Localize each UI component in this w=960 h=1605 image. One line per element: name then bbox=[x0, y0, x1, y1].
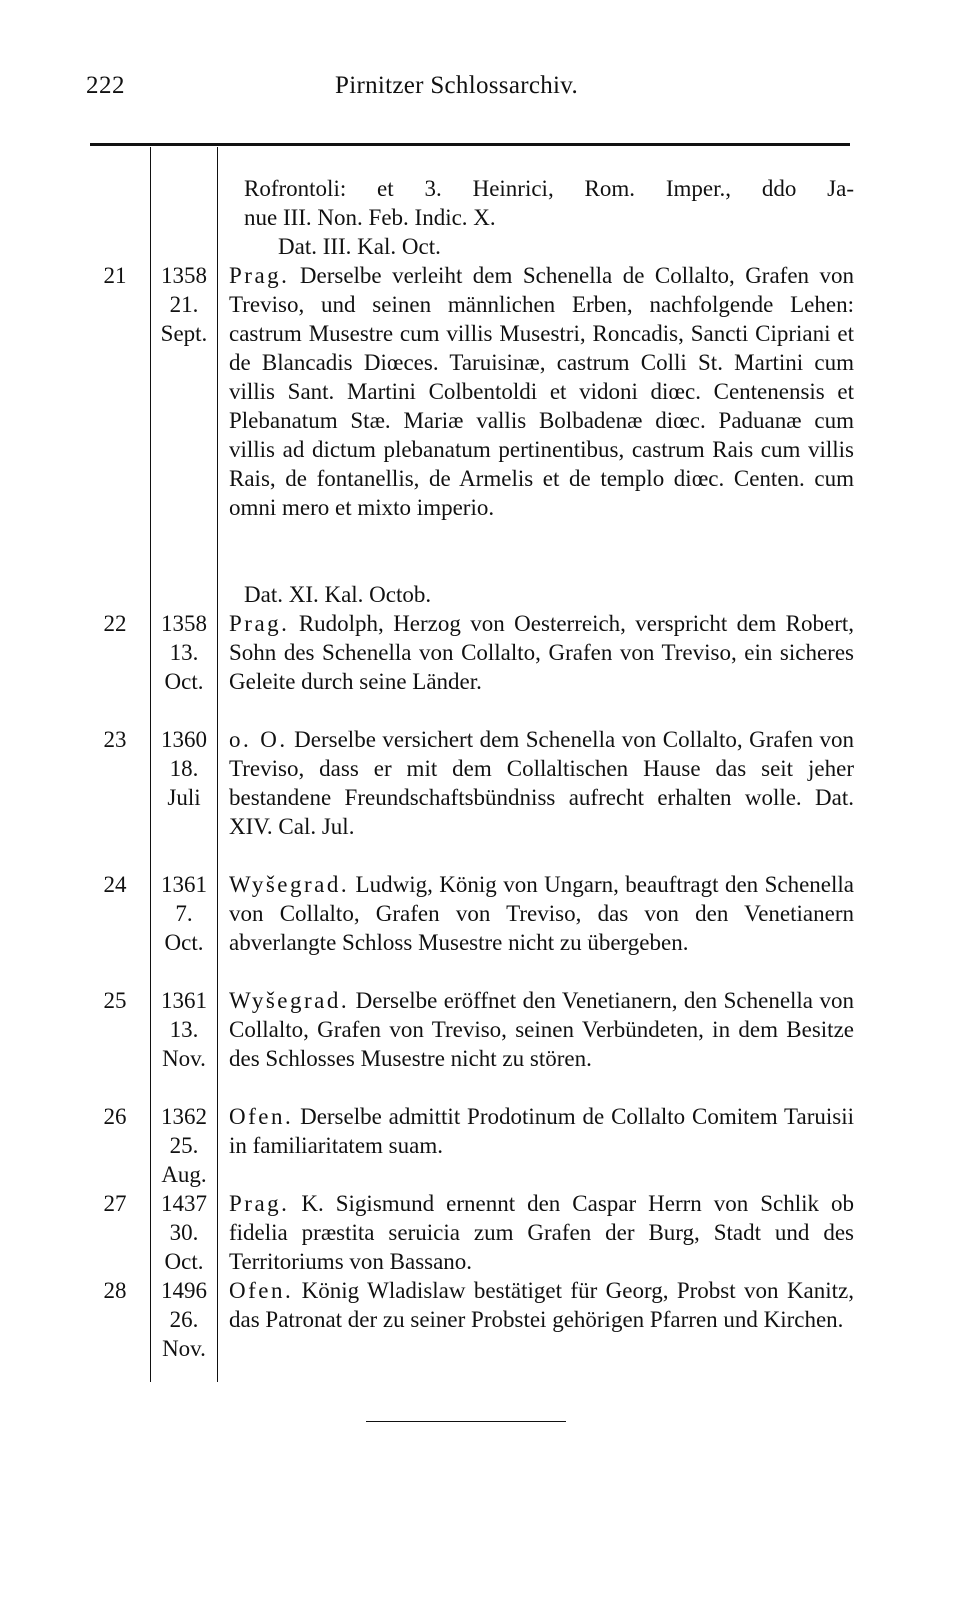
entry-body: Derselbe admittit Prodotinum de Collalto Comitem Taruisii in familiaritatem suam. bbox=[229, 1104, 854, 1158]
entry-date-month: Aug. bbox=[161, 1162, 207, 1187]
continuation-dat: Dat. III. Kal. Oct. bbox=[278, 234, 441, 259]
entry-place: Ofen. bbox=[229, 1278, 294, 1303]
entry-number: 25 bbox=[103, 988, 127, 1013]
entry-date bbox=[152, 609, 216, 696]
entry-date-year: 1358 bbox=[161, 263, 207, 288]
entry-date-year: 1360 bbox=[161, 727, 207, 752]
entry-date-year: 1361 bbox=[161, 872, 207, 897]
entry-date-month: Nov. bbox=[162, 1046, 206, 1071]
entry-number: 22 bbox=[103, 611, 127, 636]
entry-date-day: 13. bbox=[169, 640, 199, 665]
closing-rule bbox=[366, 1421, 566, 1422]
entry-dat: Dat. XI. Kal. Octob. bbox=[244, 582, 432, 607]
entry-number: 27 bbox=[103, 1191, 127, 1216]
entry-place: Prag. bbox=[229, 263, 290, 288]
entry-text bbox=[229, 725, 854, 841]
entry-place: Ofen. bbox=[229, 1104, 294, 1129]
column-rule-date-text bbox=[217, 147, 218, 1382]
entry-date-year: 1362 bbox=[161, 1104, 207, 1129]
entry-text bbox=[229, 1276, 854, 1334]
entry-place: Prag. bbox=[229, 1191, 290, 1216]
column-rule-number-date bbox=[150, 147, 151, 1382]
entry-place: Wyšegrad. bbox=[229, 988, 350, 1013]
entry-body: Derselbe eröffnet den Venetianern, den Schenella von Collalto, Grafen von Treviso, seinen Verbündeten, in dem Besitze des Schlosses Musestre nicht zu stören. bbox=[229, 988, 854, 1071]
entry-number: 23 bbox=[103, 727, 127, 752]
entry-number: 21 bbox=[103, 263, 127, 288]
entry-date-year: 1496 bbox=[161, 1278, 207, 1303]
entry-date bbox=[152, 870, 216, 957]
entry-date bbox=[152, 725, 216, 812]
entry-date-month: Sept. bbox=[160, 321, 208, 346]
entry-date-day: 7. bbox=[175, 901, 193, 926]
entry-date-day: 26. bbox=[169, 1307, 199, 1332]
entry-number: 26 bbox=[103, 1104, 127, 1129]
entry-text bbox=[229, 1102, 854, 1160]
entry-date-month: Nov. bbox=[162, 1336, 206, 1361]
entry-date-day: 21. bbox=[169, 292, 199, 317]
entry-date-month: Oct. bbox=[164, 669, 204, 694]
entry-body: Ludwig, König von Ungarn, beauftragt den Schenella von Collalto, Grafen von Treviso, das von den Venetianern abverlangte Schloss Musestre nicht zu übergeben. bbox=[229, 872, 854, 955]
running-title: Pirnitzer Schlossarchiv. bbox=[335, 72, 579, 99]
entry-date-day: 18. bbox=[169, 756, 199, 781]
entry-text bbox=[229, 986, 854, 1073]
continuation-line-2: nue III. Non. Feb. Indic. X. bbox=[244, 205, 496, 230]
entry-text bbox=[229, 870, 854, 957]
entry-date-day: 30. bbox=[169, 1220, 199, 1245]
entry-number: 28 bbox=[103, 1278, 127, 1303]
entry-date-day: 13. bbox=[169, 1017, 199, 1042]
entry-date-day: 25. bbox=[169, 1133, 199, 1158]
entry-body: Derselbe verleiht dem Schenella de Collalto, Grafen von Treviso, und seinen männlichen Erben, nachfolgende Lehen: castrum Musestre cum villis Musestri, Roncadis, Sancti Cipriani et de Blancadis Diœces. Taruisinæ, castrum Colli St. Martini cum villis Sant. Martini Colbentoldi et vidoni diœc. Centenensis et Plebanatum Stæ. Mariæ vallis Bolbadenæ diœc. Paduanæ cum villis ad dictum plebanatum pertinentibus, castrum Rais cum villis Rais, de fontanellis, de Armelis et de templo diœc. Centen. cum omni mero et mixto imperio. bbox=[229, 263, 855, 520]
entry-date-month: Juli bbox=[167, 785, 201, 810]
entry-place: o. O. bbox=[229, 727, 288, 752]
entry-place: Prag. bbox=[229, 611, 290, 636]
entry-text bbox=[229, 261, 854, 522]
entry-date bbox=[152, 1102, 216, 1189]
entry-date-month: Oct. bbox=[164, 930, 204, 955]
entry-text bbox=[229, 609, 854, 696]
entry-date-month: Oct. bbox=[164, 1249, 204, 1274]
entry-date-year: 1437 bbox=[161, 1191, 207, 1216]
entry-number: 24 bbox=[103, 872, 127, 897]
entry-date bbox=[152, 261, 216, 348]
entry-date-year: 1361 bbox=[161, 988, 207, 1013]
entry-date bbox=[152, 1189, 216, 1276]
page-number: 222 bbox=[86, 72, 125, 99]
entry-body: Rudolph, Herzog von Oesterreich, verspricht dem Robert, Sohn des Schenella von Collalto, Grafen von Treviso, ein sicheres Geleite durch seine Länder. bbox=[229, 611, 855, 694]
entry-body: Derselbe versichert dem Schenella von Collalto, Grafen von Treviso, dass er mit dem Collaltischen Hause das seit jeher bestandene Freundschaftsbündniss aufrecht erhalten wolle. Dat. XIV. Cal. Jul. bbox=[229, 727, 854, 839]
header-rule bbox=[90, 143, 850, 146]
entry-text bbox=[229, 1189, 854, 1276]
entry-body: König Wladislaw bestätiget für Georg, Probst von Kanitz, das Patronat der zu seiner Probstei gehörigen Pfarren und Kirchen. bbox=[229, 1278, 854, 1332]
entry-date-year: 1358 bbox=[161, 611, 207, 636]
entry-body: K. Sigismund ernennt den Caspar Herrn von Schlik ob fidelia præstita seruicia zum Grafen der Burg, Stadt und des Territoriums von Bassano. bbox=[229, 1191, 854, 1274]
entry-place: Wyšegrad. bbox=[229, 872, 350, 897]
entry-date bbox=[152, 986, 216, 1073]
entry-date bbox=[152, 1276, 216, 1363]
continuation-line-1: Rofrontoli: et 3. Heinrici, Rom. Imper., ddo Ja- bbox=[244, 176, 854, 201]
